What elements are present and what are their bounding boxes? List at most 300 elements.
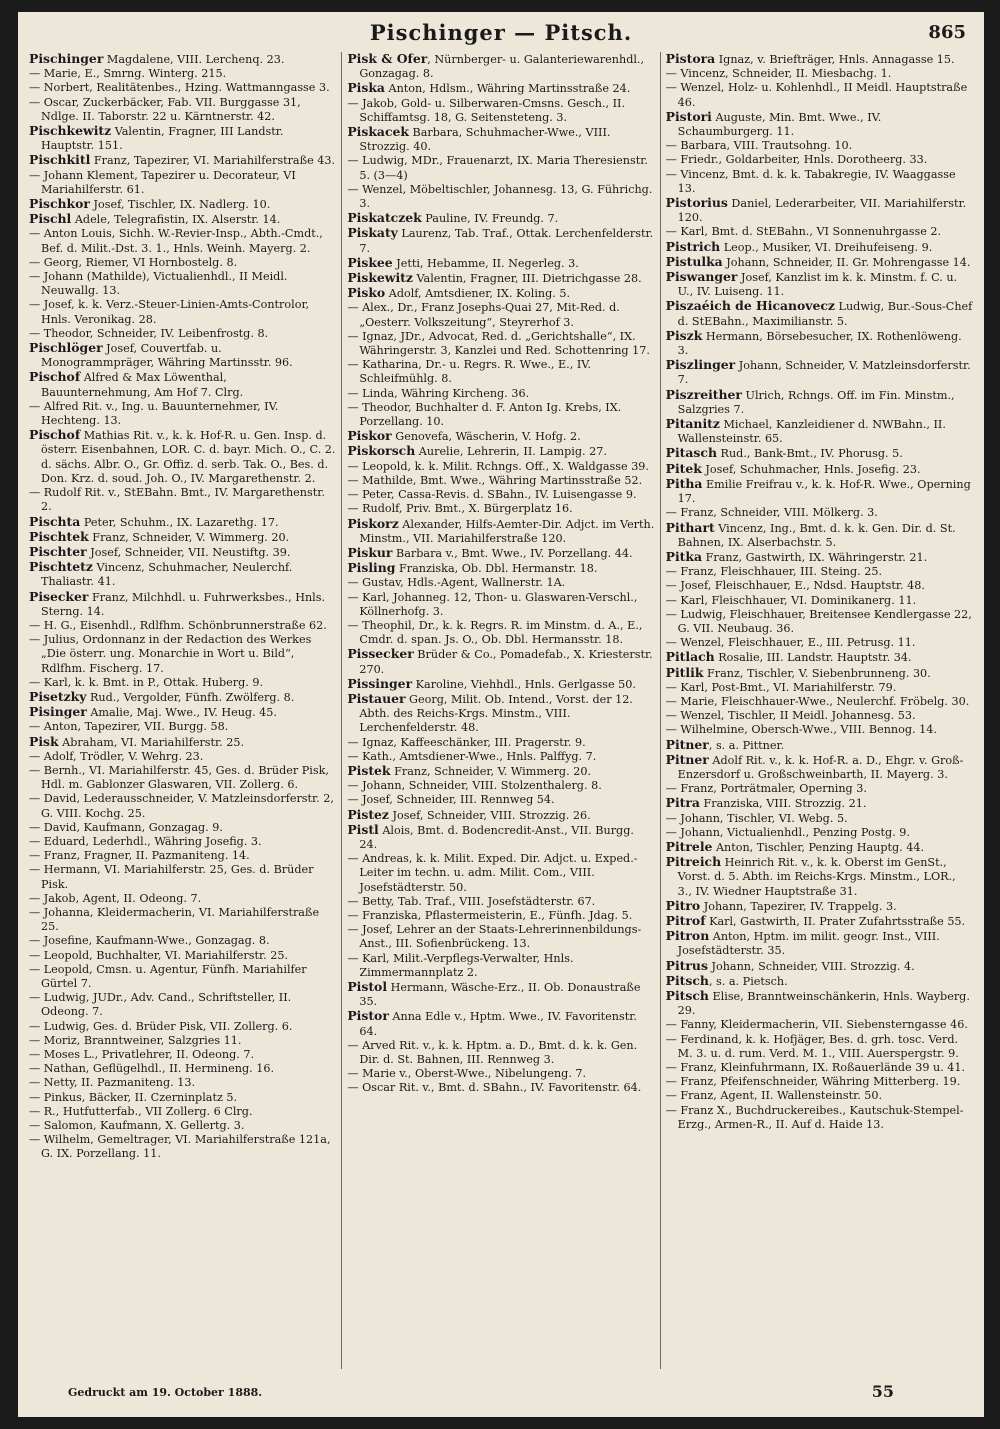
entry-surname: Pistl (347, 821, 379, 837)
directory-entry (29, 298, 336, 326)
entry-text: Karl, Gastwirth, II. Prater Zufahrtsstraße 55. (705, 914, 966, 928)
directory-entry (29, 633, 336, 676)
directory-entry (347, 358, 654, 386)
directory-entry (29, 1119, 336, 1133)
entry-text: — Leopold, Cmsn. u. Agentur, Fünfh. Mariahilfer Gürtel 7. (29, 962, 307, 990)
entry-surname: Pitrus (665, 957, 708, 973)
entry-surname: Pisetzky (29, 688, 87, 704)
entry-text: — Johanna, Kleidermacherin, VI. Mariahilferstraße 25. (29, 905, 320, 934)
entry-text: — Alfred Rit. v., Ing. u. Bauunternehmer, IV. Hechteng. 13. (29, 399, 279, 428)
directory-entry (29, 1091, 336, 1105)
entry-surname: Pistulka (665, 253, 723, 269)
entry-text: Franz, Gastwirth, IX. Währingerstr. 21. (702, 550, 928, 564)
entry-surname: Pistek (347, 762, 391, 778)
directory-entry (666, 929, 973, 958)
directory-entry (666, 477, 973, 506)
directory-entry (666, 650, 973, 665)
directory-entry (29, 821, 336, 835)
directory-entry (347, 591, 654, 619)
directory-entry (347, 692, 654, 736)
directory-entry (29, 81, 336, 95)
entry-surname: Pissinger (347, 675, 413, 691)
entry-text: — Franz, Fleischhauer, III. Steing. 25. (665, 565, 883, 579)
entry-text: — Franz, Fragner, II. Pazmaniteng. 14. (29, 849, 250, 863)
directory-entry (347, 895, 654, 909)
entry-surname: Pisling (347, 560, 396, 576)
entry-text: — Josef, Schneider, III. Rennweg 54. (347, 793, 555, 807)
entry-surname: Pischkitl (29, 152, 91, 168)
directory-entry (347, 823, 654, 852)
directory-entry (666, 579, 973, 593)
entry-text: — Wilhelm, Gemeltrager, VI. Mariahilferstraße 121a, G. IX. Porzellang. 11. (29, 1133, 331, 1161)
entry-text: Michael, Kanzleidiener d. NWBahn., II. Wallensteinstr. 65. (677, 418, 946, 446)
entry-surname: Pisk & Ofer (347, 52, 428, 66)
entry-surname: Pitreich (665, 854, 722, 870)
directory-entry (347, 271, 654, 286)
entry-text: Johann, Tapezirer, IV. Trappelg. 3. (700, 899, 897, 913)
entry-surname: Piskacek (347, 124, 409, 140)
entry-text: — Johann, Schneider, VIII. Stolzenthalerg. 8. (347, 779, 602, 793)
directory-entry (347, 125, 654, 154)
directory-entry (29, 720, 336, 734)
directory-entry (666, 388, 973, 417)
directory-entry (666, 110, 973, 139)
entry-text: Alexander, Hilfs-Aemter-Dir. Adjct. im Verth. Minstm., VII. Mariahilferstraße 120. (359, 517, 655, 545)
entry-surname: Pitner (665, 751, 709, 767)
entry-text: Peter, Schuhm., IX. Lazarethg. 17. (80, 515, 279, 529)
entry-surname: Pischinger (29, 52, 104, 66)
entry-surname: Pischof (29, 369, 81, 385)
entry-text: — Karl, k. k. Bmt. in P., Ottak. Huberg. 9. (29, 675, 264, 689)
entry-surname: Pistor (347, 1008, 389, 1024)
directory-entry (29, 705, 336, 720)
entry-text: — Johann, Victualienhdl., Penzing Postg. 9. (665, 825, 910, 839)
entry-surname: Pisk (29, 733, 59, 749)
directory-entry (666, 974, 973, 989)
directory-entry (666, 594, 973, 608)
entry-text: — Johann (Mathilde), Victualienhdl., II Meidl. Neuwallg. 13. (29, 270, 288, 298)
directory-entry (29, 1133, 336, 1161)
entry-text: — Eduard, Lederhdl., Währing Josefig. 3. (29, 834, 262, 848)
entry-text: — Franz, Porträtmaler, Operning 3. (665, 782, 867, 796)
entry-text: Josef, Kanzlist im k. k. Minstm. f. C. u. U., IV. Luiseng. 11. (677, 271, 958, 299)
entry-surname: Pitlach (665, 649, 715, 665)
entry-text: — Ludwig, JUDr., Adv. Cand., Schriftsteller, II. Odeong. 7. (29, 991, 292, 1019)
entry-text: Valentin, Fragner, III Landstr. Hauptstr. 151. (41, 125, 284, 153)
entry-surname: Pitra (665, 795, 700, 811)
entry-surname: Pissecker (347, 646, 414, 662)
entry-text: — Adolf, Trödler, V. Wehrg. 23. (29, 749, 204, 763)
entry-text: — Wenzel, Fleischhauer, E., III. Petrusg. 11. (665, 636, 916, 650)
entry-text: — Vincenz, Schneider, II. Miesbachg. 1. (665, 67, 892, 81)
entry-text: — Andreas, k. k. Milit. Exped. Dir. Adjct. u. Exped.-Leiter im techn. u. adm. Milit. Com., VIII. Josefstädterstr. 50. (347, 852, 638, 894)
entry-text: — Katharina, Dr.- u. Regrs. R. Wwe., E., IV. Schleifmühlg. 8. (347, 358, 591, 386)
directory-entry (666, 240, 973, 255)
entry-text: Emilie Freifrau v., k. k. Hof-R. Wwe., Operning 17. (677, 477, 971, 506)
directory-entry (29, 750, 336, 764)
entry-text: — Johann Klement, Tapezirer u. Decorateur, VI Mariahilferstr. 61. (29, 168, 296, 196)
entry-text: Amalie, Maj. Wwe., IV. Heug. 45. (86, 706, 277, 720)
directory-entry (347, 301, 654, 329)
entry-surname: Piskor (347, 428, 392, 444)
directory-entry (29, 792, 336, 820)
entry-surname: Pisinger (29, 704, 87, 720)
entry-text: Karoline, Viehhdl., Hnls. Gerlgasse 50. (412, 677, 636, 691)
entry-text: — Wenzel, Tischler, II Meidl. Johannesg. 53. (665, 709, 916, 723)
entry-surname: Pischkewitz (29, 123, 112, 139)
entry-text: Franz, Schneider, V. Wimmerg. 20. (88, 530, 290, 544)
directory-entry (29, 690, 336, 705)
entry-surname: Pischtek (29, 528, 89, 544)
entry-surname: Pischta (29, 513, 81, 529)
directory-entry (347, 183, 654, 211)
directory-entry (666, 168, 973, 196)
entry-text: — Arved Rit. v., k. k. Hptm. a. D., Bmt. d. k. k. Gen. Dir. d. St. Bahnen, III. Rennweg 3. (347, 1038, 638, 1067)
directory-entry (347, 97, 654, 125)
entry-surname: Pistrich (665, 238, 721, 254)
entry-text: — Ferdinand, k. k. Hofjäger, Bes. d. grh. tosc. Verd. M. 3. u. d. rum. Verd. M. 1., VIII. Auerspergstr. 9. (665, 1032, 959, 1060)
directory-entry (347, 256, 654, 271)
directory-entry (666, 329, 973, 358)
entry-text: — Moses L., Privatlehrer, II. Odeong. 7. (29, 1048, 255, 1062)
columns (24, 52, 978, 1369)
entry-text: — Josef, k. k. Verz.-Steuer-Linien-Amts-Controlor, Hnls. Veronikag. 28. (29, 298, 310, 326)
entry-surname: Pitrof (665, 912, 706, 928)
entry-surname: Piswanger (665, 269, 738, 285)
entry-text: Josef, Schneider, VIII. Strozzig. 26. (388, 808, 591, 822)
entry-surname: Pisko (347, 285, 386, 301)
entry-text: Georg, Milit. Ob. Intend., Vorst. der 12. Abth. des Reichs-Krgs. Minstm., VIII. Lerchenfelderstr. 48. (359, 692, 633, 735)
entry-text: Alfred & Max Löwenthal, Bauunternehmung, Am Hof 7. Clrg. (41, 371, 244, 399)
entry-surname: Pitanitz (665, 416, 720, 432)
entry-text: — Linda, Währing Kircheng. 36. (347, 386, 530, 400)
entry-text: — Franz X., Buchdruckereibes., Kautschuk-Stempel-Erzg., Armen-R., II. Auf d. Haide 13. (665, 1103, 964, 1131)
entry-surname: Pitasch (665, 445, 717, 461)
sheet-number: 55 (871, 1382, 894, 1401)
directory-entry (666, 506, 973, 520)
entry-surname: Piszaéich de Hicanovecz (665, 298, 835, 314)
directory-entry (347, 764, 654, 779)
directory-entry (347, 779, 654, 793)
entry-text: — H. G., Eisenhdl., Rdlfhm. Schönbrunnerstraße 62. (29, 618, 327, 632)
entry-text: — Franziska, Pflastermeisterin, E., Fünfh. Jdag. 5. (347, 908, 633, 922)
entry-surname: Pitro (665, 897, 701, 913)
entry-text: — Ludwig, Ges. d. Brüder Pisk, VII. Zollerg. 6. (29, 1019, 293, 1033)
entry-text: Johann, Schneider, V. Matzleinsdorferstr. 7. (677, 359, 971, 387)
entry-text: , s. a. Pietsch. (708, 974, 788, 988)
entry-text: — Anton, Tapezirer, VII. Burgg. 58. (29, 720, 229, 734)
entry-surname: Piszreither (665, 386, 742, 402)
entry-surname: Piskaty (347, 225, 398, 241)
entry-text: — Ludwig, Fleischhauer, Breitensee Kendlergasse 22, G. VII. Neubaug. 36. (665, 607, 972, 635)
directory-entry (666, 196, 973, 225)
entry-surname: Pithart (665, 519, 715, 535)
directory-entry (666, 608, 973, 636)
directory-entry (666, 270, 973, 299)
entry-text: — Mathilde, Bmt. Wwe., Währing Martinsstraße 52. (347, 473, 643, 487)
entry-text: Franz, Tischler, V. Siebenbrunneng. 30. (703, 666, 931, 680)
entry-text: Anna Edle v., Hptm. Wwe., IV. Favoritenstr. 64. (359, 1010, 637, 1038)
entry-text: Barbara v., Bmt. Wwe., IV. Porzellang. 44. (392, 546, 633, 560)
directory-entry (666, 550, 973, 565)
directory-entry (347, 561, 654, 576)
directory-entry (347, 736, 654, 750)
directory-entry (347, 226, 654, 255)
entry-text: Josef, Schneider, VII. Neustiftg. 39. (86, 545, 291, 559)
directory-entry (347, 154, 654, 182)
entry-text: — Wenzel, Holz- u. Kohlenhdl., II Meidl. Hauptstraße 46. (665, 81, 968, 109)
directory-entry (666, 358, 973, 387)
entry-text: Adolf Rit. v., k. k. Hof-R. a. D., Ehgr. v. Groß-Enzersdorf u. Großschweinbarth, II. Mayerg. 3. (677, 753, 964, 781)
entry-text: — Rudolf, Priv. Bmt., X. Bürgerplatz 16. (347, 502, 573, 516)
directory-entry (29, 906, 336, 934)
entry-surname: Pitrele (665, 838, 713, 854)
directory-entry (666, 914, 973, 929)
entry-text: Brüder & Co., Pomadefab., X. Kriesterstr. 270. (359, 648, 653, 676)
directory-entry (666, 255, 973, 270)
entry-text: — Theodor, Schneider, IV. Leibenfrostg. 8. (29, 326, 269, 340)
directory-entry (666, 139, 973, 153)
directory-entry (29, 619, 336, 633)
directory-entry (666, 1089, 973, 1103)
directory-entry (29, 486, 336, 514)
directory-entry (29, 256, 336, 270)
directory-entry (347, 923, 654, 951)
entry-text: — Ignaz, JDr., Advocat, Red. d. „Gerichtshalle“, IX. Währingerstr. 3, Kanzlei und Red. Schottenring 17. (347, 329, 650, 358)
entry-text: — Norbert, Realitätenbes., Hzing. Wattmanngasse 3. (29, 81, 330, 95)
directory-entry (29, 227, 336, 255)
directory-entry (29, 949, 336, 963)
column-2 (342, 52, 660, 1369)
entry-text: — David, Lederausschneider, V. Matzleinsdorferstr. 2, G. VIII. Kochg. 25. (29, 792, 334, 820)
entry-text: — Leopold, k. k. Milit. Rchngs. Off., X. Waldgasse 39. (347, 459, 649, 473)
directory-entry (29, 849, 336, 863)
entry-surname: Pitek (665, 460, 702, 476)
entry-text: — Ignaz, Kaffeeschänker, III. Pragerstr. 9. (347, 735, 586, 749)
entry-surname: Pitha (665, 475, 703, 491)
directory-entry (666, 81, 973, 109)
directory-entry (347, 429, 654, 444)
directory-entry (347, 211, 654, 226)
entry-surname: Pischlöger (29, 340, 103, 356)
entry-text: Franz, Milchhdl. u. Fuhrwerksbes., Hnls. Sterng. 14. (41, 590, 326, 618)
directory-entry (29, 963, 336, 991)
entry-text: Mathias Rit. v., k. k. Hof-R. u. Gen. Insp. d. österr. Eisenbahnen, LOR. C. d. bayr. Mich. O., C. 2. d. sächs. Albr. O., Gr. Offiz. d. serb. Tak. O., Bes. d. Don. Krz. d. soud. Joh. O., IV. Margarethenstr. 2. (41, 429, 336, 485)
directory-entry (29, 1034, 336, 1048)
directory-entry (29, 530, 336, 545)
entry-surname: Pistol (347, 979, 388, 994)
directory-entry (347, 81, 654, 96)
entry-text: — Franz, Kleinfuhrmann, IX. Roßauerlände 39 u. 41. (665, 1061, 966, 1075)
directory-entry (29, 1048, 336, 1062)
entry-surname: Pitka (665, 548, 703, 564)
entry-text: — Kath., Amtsdiener-Wwe., Hnls. Palffyg. 7. (347, 749, 597, 763)
directory-entry (29, 1105, 336, 1119)
page-footer (18, 1377, 984, 1403)
directory-entry (29, 52, 336, 67)
entry-text: — Julius, Ordonnanz in der Redaction des Werkes „Die österr. ung. Monarchie in Wort u. Bild“, Rdlfhm. Fischerg. 17. (29, 633, 312, 675)
entry-text: — Theophil, Dr., k. k. Regrs. R. im Minstm. d. A., E., Cmdr. d. span. Js. O., Ob. Dbl. Hermansstr. 18. (347, 618, 643, 647)
entry-text: — Gustav, Hdls.-Agent, Wallnerstr. 1A. (347, 576, 566, 590)
entry-surname: Pistez (347, 806, 389, 822)
entry-text: Aurelie, Lehrerin, II. Lampig. 27. (415, 445, 607, 459)
entry-text: — Wilhelmine, Obersch-Wwe., VIII. Bennog. 14. (665, 723, 937, 737)
directory-entry (666, 681, 973, 695)
directory-entry (666, 738, 973, 753)
entry-text: — Bernh., VI. Mariahilferstr. 45, Ges. d. Brüder Pisk, Hdl. m. Gablonzer Glaswaren, VII. Zollerg. 6. (29, 763, 329, 792)
directory-entry (666, 899, 973, 914)
directory-entry (666, 153, 973, 167)
entry-text: — Vincenz, Bmt. d. k. k. Tabakregie, IV. Waaggasse 13. (665, 167, 956, 195)
entry-text: — Pinkus, Bäcker, II. Czerninplatz 5. (29, 1090, 238, 1104)
entry-text: Adolf, Amtsdiener, IX. Koling. 5. (385, 287, 571, 301)
entry-text: Josef, Schuhmacher, Hnls. Josefig. 23. (701, 462, 921, 476)
entry-text: Elise, Branntweinschänkerin, Hnls. Wayberg. 29. (677, 990, 970, 1018)
directory-entry (347, 517, 654, 546)
directory-entry (666, 989, 973, 1018)
directory-entry (666, 52, 973, 67)
directory-entry (29, 327, 336, 341)
entry-surname: Pitsch (665, 988, 709, 1003)
entry-text: — Betty, Tab. Traf., VIII. Josefstädterstr. 67. (347, 894, 596, 908)
entry-text: Daniel, Lederarbeiter, VII. Mariahilferstr. 120. (677, 197, 967, 225)
entry-text: Laurenz, Tab. Traf., Ottak. Lerchenfelderstr. 7. (359, 227, 654, 255)
entry-text: Barbara, Schuhmacher-Wwe., VIII. Strozzig. 40. (359, 126, 611, 154)
directory-entry (29, 124, 336, 153)
entry-text: — Franz, Schneider, VIII. Mölkerg. 3. (665, 506, 878, 520)
entry-surname: Pistori (665, 108, 712, 124)
entry-surname: Pitsch (665, 972, 709, 988)
directory-entry (29, 169, 336, 197)
entry-surname: Pischof (29, 427, 81, 443)
directory-entry (666, 826, 973, 840)
entry-text: Auguste, Min. Bmt. Wwe., IV. Schaumburgerg. 11. (677, 110, 882, 139)
directory-entry (666, 666, 973, 681)
directory-entry (29, 863, 336, 891)
directory-entry (666, 796, 973, 811)
entry-text: — Karl, Bmt. d. StEBahn., VI Sonnenuhrgasse 2. (665, 225, 942, 239)
entry-text: Franziska, Ob. Dbl. Hermanstr. 18. (395, 562, 598, 576)
entry-surname: Piszk (665, 327, 703, 343)
entry-surname: Pistorius (665, 195, 728, 211)
directory-entry (347, 909, 654, 923)
directory-entry (347, 286, 654, 301)
entry-surname: Pitlik (665, 664, 704, 680)
entry-text: Rud., Bank-Bmt., IV. Phorusg. 5. (716, 447, 903, 461)
directory-entry (347, 546, 654, 561)
entry-surname: Piszlinger (665, 357, 736, 373)
entry-text: — Karl, Milit.-Verpflegs-Verwalter, Hnls. Zimmermannplatz 2. (347, 951, 574, 979)
directory-entry (666, 695, 973, 709)
entry-surname: Pisecker (29, 588, 89, 604)
entry-text: Hermann, Börsebesucher, IX. Rothenlöweng. 3. (677, 329, 962, 358)
directory-entry (347, 502, 654, 516)
directory-entry (666, 723, 973, 737)
entry-surname: Piska (347, 80, 385, 96)
directory-entry (29, 197, 336, 212)
page-number: 865 (928, 22, 966, 43)
directory-entry (29, 1076, 336, 1090)
entry-text: — David, Kaufmann, Gonzagag. 9. (29, 820, 223, 834)
entry-text: Rosalie, III. Landstr. Hauptstr. 34. (714, 651, 912, 665)
directory-entry (29, 892, 336, 906)
entry-text: — Anton Louis, Sichh. W.-Revier-Insp., Abth.-Cmdt., Bef. d. Milit.-Dst. 3. 1., Hnls. Weinh. Mayerg. 2. (29, 227, 323, 255)
entry-text: — Peter, Cassa-Revis. d. SBahn., IV. Luisengasse 9. (347, 488, 637, 502)
entry-text: Anton, Hdlsm., Währing Martinsstraße 24. (384, 82, 631, 96)
directory-entry (29, 764, 336, 792)
directory-entry (29, 370, 336, 399)
directory-entry (347, 330, 654, 358)
directory-entry (29, 991, 336, 1019)
entry-text: Pauline, IV. Freundg. 7. (421, 212, 559, 226)
directory-entry (29, 212, 336, 227)
entry-surname: Piskewitz (347, 270, 413, 286)
entry-text: Genovefa, Wäscherin, V. Hofg. 2. (391, 430, 581, 444)
directory-entry (347, 808, 654, 823)
entry-text: Hermann, Wäsche-Erz., II. Ob. Donaustraße 35. (359, 981, 641, 1009)
entry-text: Alois, Bmt. d. Bodencredit-Anst., VII. Burgg. 24. (359, 823, 634, 851)
entry-text: — Ludwig, MDr., Frauenarzt, IX. Maria Theresienstr. 5. (3—4) (347, 154, 648, 182)
directory-entry (347, 1009, 654, 1038)
entry-text: — Netty, II. Pazmaniteng. 13. (29, 1076, 196, 1090)
directory-entry (347, 401, 654, 429)
column-3 (661, 52, 978, 1369)
entry-text: — Salomon, Kaufmann, X. Gellertg. 3. (29, 1119, 245, 1133)
directory-entry (666, 753, 973, 782)
directory-entry (666, 565, 973, 579)
directory-entry (29, 1062, 336, 1076)
directory-entry (29, 676, 336, 690)
entry-text: — Nathan, Geflügelhdl., II. Hermineng. 16. (29, 1062, 275, 1076)
directory-entry (666, 1033, 973, 1061)
entry-text: Franziska, VIII. Strozzig. 21. (699, 797, 867, 811)
directory-entry (29, 428, 336, 486)
directory-entry (347, 1067, 654, 1081)
directory-entry (347, 852, 654, 895)
entry-text: — Johann, Tischler, VI. Webg. 5. (665, 811, 848, 825)
directory-entry (347, 460, 654, 474)
directory-entry (347, 793, 654, 807)
entry-surname: Pischtetz (29, 559, 93, 575)
directory-entry (347, 444, 654, 459)
entry-text: Franz, Schneider, V. Wimmerg. 20. (390, 764, 591, 778)
directory-entry (29, 835, 336, 849)
entry-surname: Pitron (665, 928, 710, 944)
directory-entry (666, 225, 973, 239)
directory-entry (666, 782, 973, 796)
entry-text: — Alex., Dr., Franz Josephs-Quai 27, Mit-Red. d. „Oesterr. Volkszeitung“, Steyrerhof 3. (347, 301, 620, 329)
directory-entry (666, 417, 973, 446)
directory-entry (347, 52, 654, 81)
entry-text: Josef, Couvertfab. u. Monogrammpräger, Währing Martinsstr. 96. (41, 342, 293, 370)
entry-text: Vincenz, Ing., Bmt. d. k. k. Gen. Dir. d. St. Bahnen, IX. Alserbachstr. 5. (677, 521, 956, 549)
entry-text: , Nürnberger- u. Galanteriewarenhdl., Gonzagag. 8. (359, 53, 645, 81)
entry-text: Ulrich, Rchngs. Off. im Fin. Minstm., Salzgries 7. (677, 388, 955, 416)
entry-text: — Karl, Post-Bmt., VI. Mariahilferstr. 79. (665, 680, 897, 694)
entry-text: — Jakob, Gold- u. Silberwaren-Cmsns. Gesch., II. Schiffamtsg. 18, G. Seitensteteng. 3. (347, 96, 626, 124)
directory-entry (347, 619, 654, 647)
entry-text: Heinrich Rit. v., k. k. Oberst im GenSt., Vorst. d. 5. Abth. im Reichs-Krgs. Minstm., LOR., 3., IV. Wiedner Hauptstraße 31. (677, 856, 956, 898)
directory-entry (347, 750, 654, 764)
directory-entry (347, 488, 654, 502)
directory-entry (666, 1104, 973, 1132)
entry-text: — Josef, Fleischhauer, E., Ndsd. Hauptstr. 48. (665, 579, 925, 593)
directory-entry (29, 934, 336, 948)
entry-text: Franz, Tapezirer, VI. Mariahilferstraße 43. (90, 154, 336, 168)
directory-entry (666, 812, 973, 826)
entry-text: Magdalene, VIII. Lerchenq. 23. (103, 53, 285, 66)
entry-text: — Barbara, VIII. Trautsohng. 10. (665, 139, 853, 153)
